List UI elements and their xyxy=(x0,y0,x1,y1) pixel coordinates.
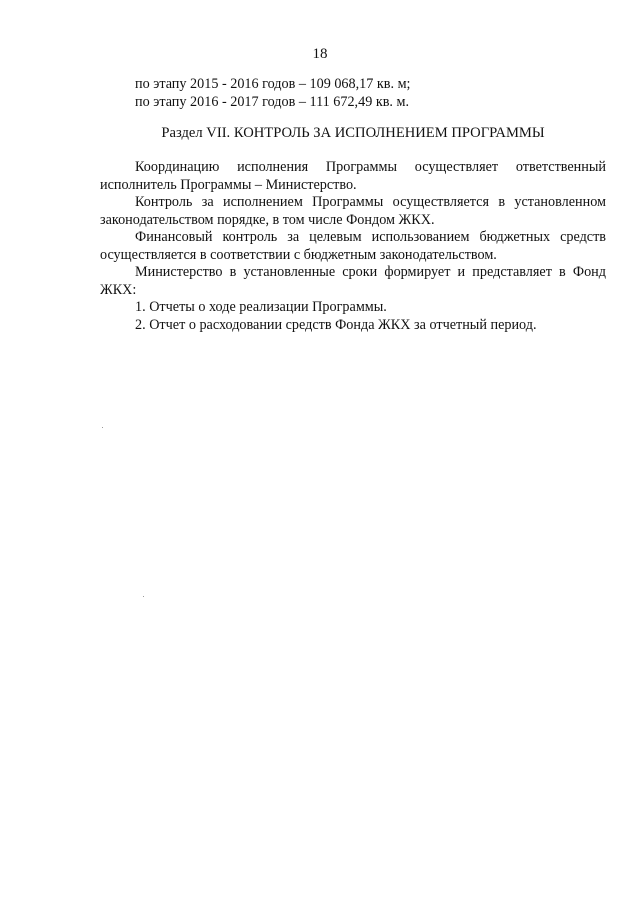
paragraph-reporting: Министерство в установленные сроки формирует и представляет в Фонд ЖКХ: xyxy=(100,264,606,298)
paragraph-control: Контроль за исполнением Программы осуществляется в установленном законодательством порядке, в том числе Фондом ЖКХ. xyxy=(100,194,606,228)
paragraph-coordination: Координацию исполнения Программы осуществляет ответственный исполнитель Программы – Министерство. xyxy=(100,159,606,193)
page-number: 18 xyxy=(312,46,328,62)
scan-speck xyxy=(143,596,144,597)
stage-area-list xyxy=(100,76,606,111)
paragraph-financial-control: Финансовый контроль за целевым использованием бюджетных средств осуществляется в соответствии с бюджетным законодательством. xyxy=(100,229,606,263)
list-item-expenditure-report: 2. Отчет о расходовании средств Фонда ЖКХ за отчетный период. xyxy=(135,316,537,333)
section-title: Раздел VII. КОНТРОЛЬ ЗА ИСПОЛНЕНИЕМ ПРОГРАММЫ xyxy=(161,125,545,141)
section-body xyxy=(100,159,606,334)
scan-speck xyxy=(102,427,103,428)
list-item-progress-reports: 1. Отчеты о ходе реализации Программы. xyxy=(135,299,387,315)
stage-line-2016-2017: по этапу 2016 - 2017 годов – 111 672,49 кв. м. xyxy=(135,93,410,110)
stage-line-2015-2016: по этапу 2015 - 2016 годов – 109 068,17 кв. м; xyxy=(135,76,411,92)
